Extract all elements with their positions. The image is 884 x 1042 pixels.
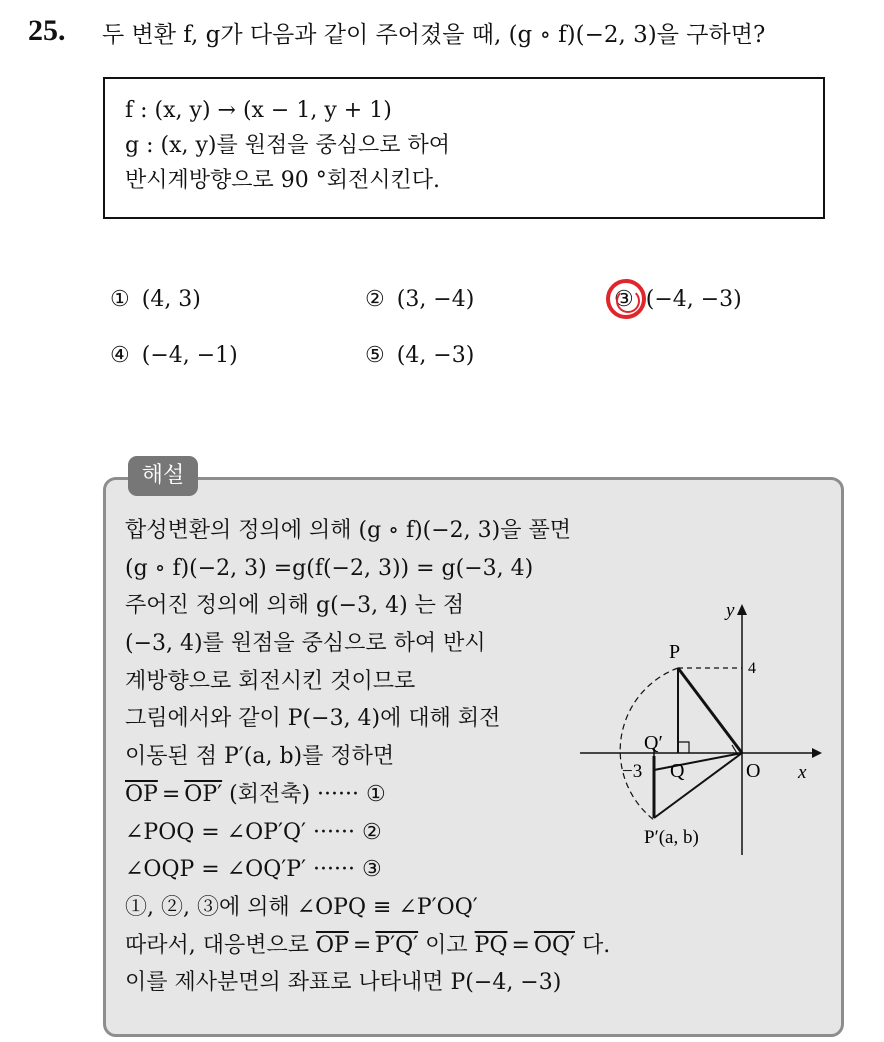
answer-circle-mark <box>606 279 646 319</box>
solution-line: 그림에서와 같이 P(−3, 4)에 대해 회전 <box>125 706 501 732</box>
question-number: 25. <box>28 14 66 47</box>
solution-line <box>125 776 610 814</box>
choice-number: ③ <box>614 287 634 312</box>
question-text: 두 변환 f, g가 다음과 같이 주어졌을 때, (g ∘ f)(−2, 3)을 구하면? <box>102 22 766 48</box>
definition-line: f : (x, y) → (x − 1, y + 1) <box>125 98 392 123</box>
segment-op-prime: OP′ <box>184 781 223 807</box>
choice-number: ⑤ <box>365 343 385 368</box>
choice-value: (4, 3) <box>141 287 201 312</box>
solution-line: ∠OQP = ∠OQ′P′ ······ ③ <box>125 857 382 883</box>
text: 이고 <box>425 932 468 958</box>
choice-number: ④ <box>110 343 130 368</box>
choice-number: ① <box>110 287 130 312</box>
equals-sign: = <box>352 932 372 958</box>
choice-2[interactable] <box>365 287 474 312</box>
solution-line: (g ∘ f)(−2, 3) =g(f(−2, 3)) = g(−3, 4) <box>125 555 534 581</box>
choice-number: ② <box>365 287 385 312</box>
segment-oq-prime-line <box>654 753 742 770</box>
solution-line: ∠POQ = ∠OP′Q′ ······ ② <box>125 819 382 845</box>
solution-line: ①, ②, ③에 의해 ∠OPQ ≡ ∠P′OQ′ <box>125 894 478 920</box>
solution-tab: 해설 <box>128 456 198 496</box>
point-q-label: Q <box>670 760 685 782</box>
y-axis-arrow <box>737 604 747 615</box>
segment-op: $\overline{OP}$ <box>125 781 158 807</box>
text: 다. <box>582 932 611 958</box>
point-p-prime-label: P′(a, b) <box>644 827 699 848</box>
segment-op-line <box>678 668 742 753</box>
solution-line: 합성변환의 정의에 의해 (g ∘ f)(−2, 3)을 풀면 <box>125 518 571 543</box>
x-axis-label: x <box>798 762 807 783</box>
choice-4[interactable] <box>110 343 238 368</box>
x-axis-arrow <box>812 748 822 758</box>
choice-5[interactable] <box>365 343 474 368</box>
note-text: (회전축) ······ ① <box>229 781 386 807</box>
solution-text <box>125 512 610 1002</box>
segment-pq: $\overline{PQ}$ <box>474 932 508 958</box>
segment-op: $\overline{OP}$ <box>316 932 349 958</box>
choice-value: (3, −4) <box>396 287 475 312</box>
choice-value: (−4, −3) <box>645 287 742 312</box>
tick-4-label: 4 <box>748 660 756 677</box>
solution-line: 이동된 점 P′(a, b)를 정하면 <box>125 744 395 770</box>
point-p-label: P <box>669 641 681 663</box>
right-angle-mark <box>678 742 689 753</box>
choice-value: (4, −3) <box>396 343 475 368</box>
segment-oq-prime: OQ′ <box>533 932 576 958</box>
tick-neg3-label: −3 <box>622 761 643 782</box>
text: 따라서, 대응변으로 <box>125 932 310 958</box>
choice-1[interactable] <box>110 287 201 312</box>
equals-sign: = <box>161 781 181 807</box>
rotation-figure <box>570 590 840 860</box>
solution-line: 주어진 정의에 의해 g(−3, 4) 는 점 <box>125 593 465 619</box>
solution-line <box>125 927 610 965</box>
origin-label: O <box>746 760 761 782</box>
choice-value: (−4, −1) <box>141 343 238 368</box>
point-q-prime-label: Q′ <box>644 732 663 754</box>
segment-op-prime-line <box>654 753 742 818</box>
solution-line: (−3, 4)를 원점을 중심으로 하여 반시 <box>125 631 486 657</box>
definition-line: g : (x, y)를 원점을 중심으로 하여 <box>125 133 450 158</box>
segment-p-prime-q-prime: P′Q′ <box>375 932 419 958</box>
definition-line: 반시계방향으로 90 °회전시킨다. <box>125 168 440 193</box>
solution-line: 계방향으로 회전시킨 것이므로 <box>125 668 416 694</box>
solution-line: 이를 제사분면의 좌표로 나타내면 P(−4, −3) <box>125 970 562 996</box>
equals-sign: = <box>511 932 530 958</box>
y-axis-label: y <box>726 600 735 621</box>
definition-box <box>103 77 825 219</box>
